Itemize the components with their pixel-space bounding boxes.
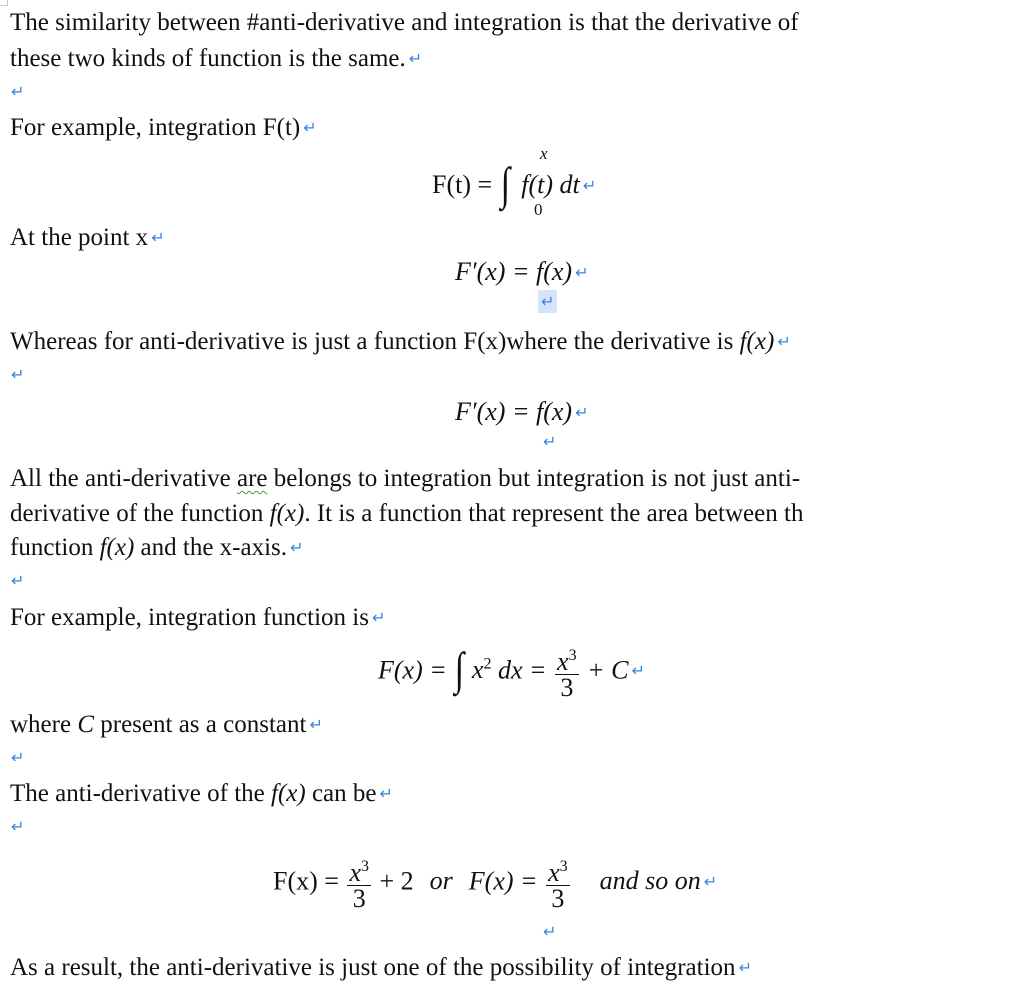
paragraph-mark-icon: ↵ (575, 263, 589, 282)
inline-math: f(x) (269, 500, 305, 527)
inline-math: f(x) (271, 780, 306, 807)
paragraph-as-a-result[interactable] (10, 953, 752, 983)
text: present as a constant (94, 711, 307, 738)
numerator: x (557, 647, 569, 676)
text: As a result, the anti-derivative is just one of the possibility of integration (10, 954, 736, 981)
paragraph-mark-icon: ↵ (151, 228, 165, 247)
exponent: 2 (483, 655, 492, 673)
paragraph-mark-icon: ↵ (631, 661, 645, 681)
paragraph-1-line-2[interactable] (10, 44, 422, 74)
eq-lhs: F(t) = (432, 170, 499, 199)
equation-derivative-2[interactable] (455, 397, 588, 428)
text: where (10, 711, 78, 738)
text: belongs to integration but integration is not just anti- (267, 465, 801, 492)
upper-limit: x (540, 144, 548, 163)
text: function (10, 534, 100, 561)
paragraph-whereas[interactable] (10, 327, 791, 357)
eq-rhs: = f(x) (505, 397, 573, 426)
numerator: x (548, 858, 560, 887)
text: Whereas for anti-derivative is just a function F(x)where the derivative is (10, 328, 740, 355)
paragraph-mark-icon: ↵ (11, 82, 25, 101)
paragraph-for-example[interactable] (10, 113, 317, 143)
equation-definite-integral[interactable] (432, 144, 597, 219)
eq-dx: dx = (491, 655, 554, 685)
equation-indefinite-integral[interactable] (378, 644, 645, 701)
exponent: 3 (361, 858, 369, 875)
paragraph-can-be[interactable] (10, 779, 393, 809)
text: For example, integration function is (10, 604, 369, 631)
lower-limit: 0 (534, 200, 543, 219)
paragraph-mark-icon: ↵ (371, 608, 386, 627)
paragraph-mark-icon: ↵ (575, 403, 589, 422)
numerator: x (349, 858, 361, 887)
paragraph-mark-icon: ↵ (11, 571, 25, 590)
integral-sign-icon: ∫ (454, 643, 465, 695)
exponent: 3 (568, 647, 577, 664)
exponent: 3 (559, 858, 568, 875)
paragraph-all-anti-derivative-line-3[interactable] (10, 533, 303, 563)
paragraph-mark-icon: ↵ (703, 872, 718, 892)
text: At the point x (10, 224, 149, 251)
eq-lhs: F′(x) (455, 257, 506, 286)
eq-tail: + 2 (373, 866, 414, 896)
text: can be (305, 780, 377, 807)
page-corner-marker (0, 0, 8, 6)
text: . It is a function that represent the area between th (304, 500, 804, 527)
inline-math: C (77, 711, 95, 738)
paragraph-mark-icon: ↵ (11, 817, 25, 836)
integral-sign-icon: ∫ (500, 158, 510, 209)
inline-math: f(x) (99, 534, 135, 561)
paragraph-at-the-point[interactable] (10, 223, 165, 253)
eq-integrand: x (471, 655, 484, 685)
inline-math: f(x) (739, 328, 775, 355)
paragraph-1-line-1[interactable] (10, 8, 799, 38)
eq-rhs: = f(x) (505, 257, 573, 286)
paragraph-mark-icon: ↵ (408, 49, 423, 68)
paragraph-mark-icon: ↵ (11, 748, 25, 767)
text: and the x-axis. (134, 534, 288, 561)
denominator: 3 (551, 884, 565, 913)
paragraph-all-anti-derivative-line-1[interactable] (10, 464, 800, 494)
text: For example, integration F(t) (10, 114, 301, 141)
eq-or: or (429, 866, 453, 896)
eq-tail: + C (580, 655, 629, 685)
paragraph-mark-icon: ↵ (777, 332, 791, 351)
paragraph-mark-icon: ↵ (738, 958, 752, 977)
fraction (546, 855, 570, 912)
text: The similarity between #anti-derivative and integration is that the derivative of (10, 9, 799, 36)
fraction (555, 644, 579, 701)
denominator: 3 (352, 884, 366, 913)
eq-lhs: F′(x) (455, 397, 506, 426)
paragraph-mark-icon: ↵ (309, 715, 323, 734)
paragraph-mark-icon: ↵ (582, 176, 597, 195)
paragraph-integration-function[interactable] (10, 603, 385, 633)
paragraph-mark-icon: ↵ (543, 432, 557, 451)
paragraph-mark-icon: ↵ (379, 784, 393, 803)
paragraph-mark-selected-icon[interactable]: ↵ (538, 290, 557, 313)
text: The anti-derivative of the (10, 780, 271, 807)
paragraph-all-anti-derivative-line-2[interactable] (10, 499, 803, 529)
eq-tail: and so on (599, 866, 701, 896)
equation-examples[interactable] (273, 855, 717, 912)
paragraph-mark-icon: ↵ (11, 365, 25, 384)
eq-lhs: F(x) = (273, 866, 346, 896)
paragraph-mark-icon: ↵ (303, 118, 317, 137)
text: these two kinds of function is the same. (10, 45, 406, 72)
equation-derivative-1[interactable] (455, 257, 588, 288)
eq-integrand: f(t) dt (521, 170, 580, 199)
paragraph-mark-icon: ↵ (543, 922, 557, 941)
eq-lhs: F(x) = (468, 866, 545, 896)
fraction (347, 855, 371, 912)
paragraph-where-c[interactable] (10, 710, 323, 740)
denominator: 3 (560, 673, 574, 702)
text: derivative of the function (10, 500, 270, 527)
grammar-flagged-word[interactable]: are (237, 465, 268, 492)
text: All the anti-derivative (10, 465, 238, 492)
eq-lhs: F(x) = (378, 655, 454, 685)
paragraph-mark-icon: ↵ (290, 538, 304, 557)
